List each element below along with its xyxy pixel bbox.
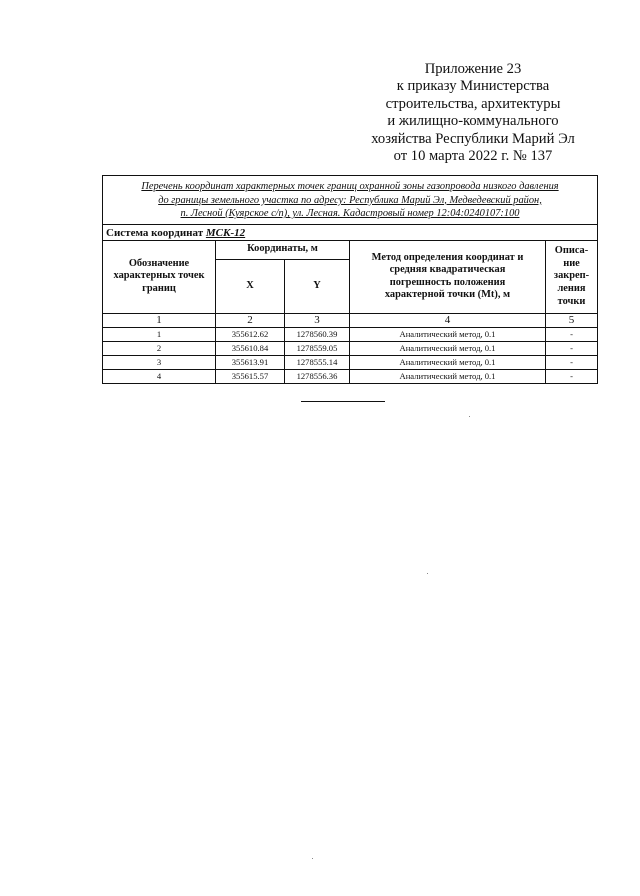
scan-speck: [427, 573, 428, 574]
header-x: X: [216, 259, 285, 313]
header-description: Описа-ние закреп-ления точки: [546, 240, 598, 313]
table-row: [103, 369, 598, 383]
cell-y: 1278560.39: [285, 327, 350, 341]
column-number: 5: [546, 313, 598, 327]
column-number-row: [103, 313, 598, 327]
table-row: [103, 341, 598, 355]
cell-x: 355612.62: [216, 327, 285, 341]
annex-line: хозяйства Республики Марий Эл: [371, 130, 575, 147]
cell-description: -: [546, 341, 598, 355]
annex-line: и жилищно-коммунального: [387, 113, 559, 130]
table-title: [103, 176, 598, 225]
cell-method: Аналитический метод, 0.1: [350, 369, 546, 383]
header-method: Метод определения координат и средняя квадратическая погрешность положения характерной точки (Mt), м: [350, 240, 546, 313]
annex-line: строительства, архитектуры: [385, 95, 561, 112]
table-row: [103, 327, 598, 341]
cell-x: 355615.57: [216, 369, 285, 383]
header-y: Y: [285, 259, 350, 313]
cell-method: Аналитический метод, 0.1: [350, 327, 546, 341]
cell-y: 1278555.14: [285, 355, 350, 369]
cell-method: Аналитический метод, 0.1: [350, 341, 546, 355]
annex-line: к приказу Министерства: [396, 78, 550, 95]
coordinate-system: [103, 224, 598, 240]
cell-description: -: [546, 327, 598, 341]
cell-description: -: [546, 355, 598, 369]
table-title-line: п. Лесной (Куярское с/п), ул. Лесная. Кадастровый номер 12:04:0240107:100: [180, 208, 520, 220]
column-number: 1: [103, 313, 216, 327]
cell-y: 1278556.36: [285, 369, 350, 383]
cell-method: Аналитический метод, 0.1: [350, 355, 546, 369]
cell-x: 355613.91: [216, 355, 285, 369]
cell-description: -: [546, 369, 598, 383]
column-number: 4: [350, 313, 546, 327]
closing-line-divider: [301, 401, 385, 402]
annex-line: Приложение 23: [424, 61, 522, 77]
cell-point: 4: [103, 369, 216, 383]
scan-speck: [469, 416, 470, 417]
table-title-line: Перечень координат характерных точек границ охранной зоны газопровода низкого давления: [141, 181, 559, 192]
cell-y: 1278559.05: [285, 341, 350, 355]
coordinate-system-label: Система координат: [106, 226, 204, 239]
scan-speck: [312, 858, 313, 859]
cell-point: 3: [103, 355, 216, 369]
column-number: 3: [285, 313, 350, 327]
cell-x: 355610.84: [216, 341, 285, 355]
annex-line: от 10 марта 2022 г. № 137: [393, 148, 553, 165]
coordinates-table: [102, 175, 598, 384]
coordinate-system-value: МСК-12: [205, 226, 246, 239]
annex-header: [370, 61, 576, 165]
header-point-designation: Обозначение характерных точек границ: [103, 240, 216, 313]
table-title-line: до границы земельного участка по адресу: Республика Марий Эл, Медведевский район,: [158, 194, 542, 206]
table-row: [103, 355, 598, 369]
cell-point: 1: [103, 327, 216, 341]
cell-point: 2: [103, 341, 216, 355]
column-number: 2: [216, 313, 285, 327]
header-coordinates: Координаты, м: [216, 240, 350, 259]
